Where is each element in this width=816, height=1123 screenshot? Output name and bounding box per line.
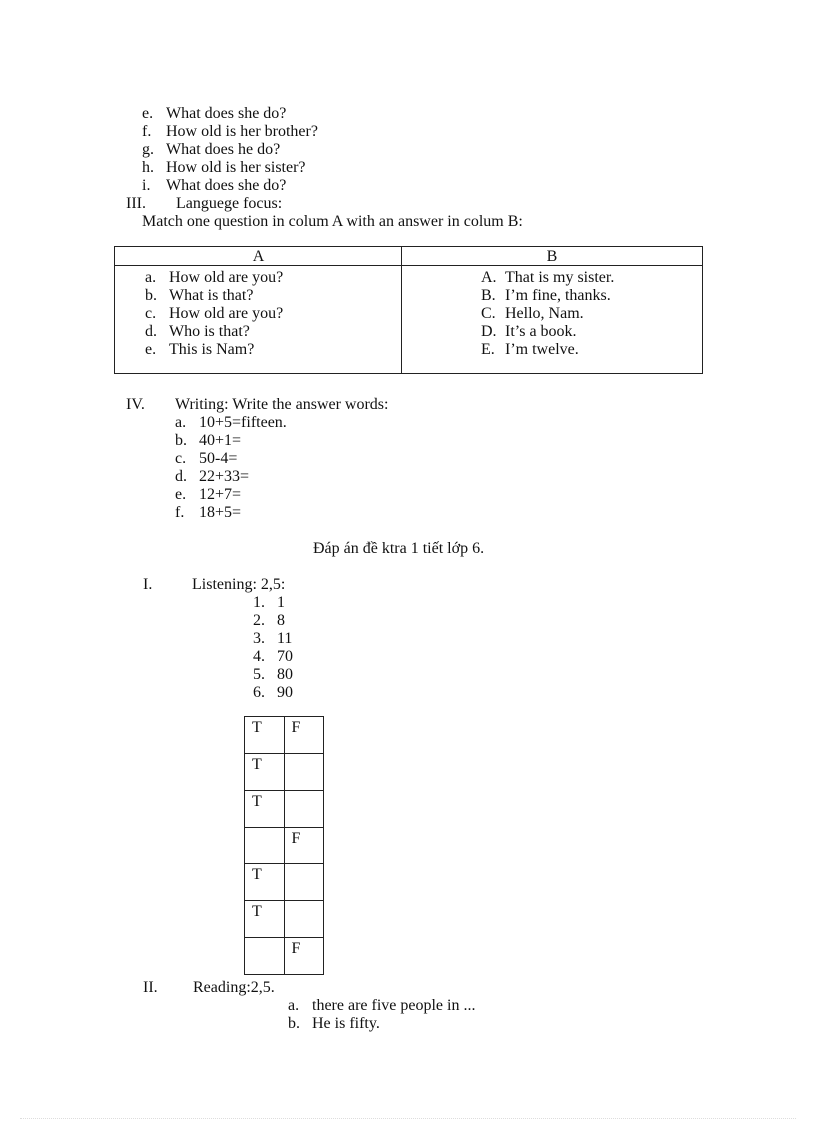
list-item: f. How old is her brother? [142,123,318,140]
grid-cell: T [245,864,285,901]
table-row [245,790,324,827]
grid-cell: T [245,790,285,827]
true-false-grid [244,716,324,975]
table-row: b. What is that? [145,287,254,304]
column-divider [401,247,402,373]
answer-key-title: Đáp án đề ktra 1 tiết lớp 6. [313,540,485,557]
table-row: D. It’s a book. [481,323,577,340]
list-item: b. 40+1= [175,432,242,449]
grid-cell [284,901,324,938]
list-item: i. What does she do? [142,177,287,194]
table-row: C. Hello, Nam. [481,305,584,322]
list-item: d. 22+33= [175,468,250,485]
list-item: b. He is fifty. [288,1015,380,1032]
list-item: a. 10+5=fifteen. [175,414,287,431]
page-edge [20,1118,796,1119]
grid-cell [284,864,324,901]
section-heading-listening: I. Listening: 2,5: [143,576,286,593]
list-item: c. 50-4= [175,450,238,467]
list-item: h. How old is her sister? [142,159,306,176]
grid-cell [284,753,324,790]
table-row: d. Who is that? [145,323,250,340]
grid-cell [245,827,285,864]
grid-cell: T [245,753,285,790]
table-row [245,717,324,754]
list-item: 2. 8 [253,612,285,629]
list-item: 1. 1 [253,594,285,611]
section-heading-language-focus: III. Languege focus: [126,195,283,212]
table-row [245,864,324,901]
table-row: e. This is Nam? [145,341,255,358]
grid-cell: T [245,901,285,938]
list-item: 5. 80 [253,666,293,683]
list-item: 4. 70 [253,648,293,665]
table-row [245,938,324,975]
section-heading-writing: IV. Writing: Write the answer words: [126,396,389,413]
table-row [245,827,324,864]
grid-cell [284,790,324,827]
table-row: c. How old are you? [145,305,284,322]
table-row [245,753,324,790]
table-row: A. That is my sister. [481,269,615,286]
grid-cell: F [284,827,324,864]
section-instruction: Match one question in colum A with an answer in colum B: [142,213,523,230]
grid-cell [245,938,285,975]
list-item: g. What does he do? [142,141,281,158]
table-row: E. I’m twelve. [481,341,579,358]
list-item: a. there are five people in ... [288,997,476,1014]
grid-cell: F [284,717,324,754]
list-item: 3. 11 [253,630,293,647]
section-heading-reading: II. Reading:2,5. [143,979,275,996]
list-item: 6. 90 [253,684,293,701]
list-item: e. 12+7= [175,486,242,503]
table-row: a. How old are you? [145,269,284,286]
list-item: f. 18+5= [175,504,242,521]
list-item: e. What does she do? [142,105,287,122]
matching-table [114,246,703,374]
grid-cell: F [284,938,324,975]
column-b-header: B [402,247,702,266]
table-row: B. I’m fine, thanks. [481,287,611,304]
table-row [245,901,324,938]
grid-cell: T [245,717,285,754]
column-a-header: A [115,247,402,266]
